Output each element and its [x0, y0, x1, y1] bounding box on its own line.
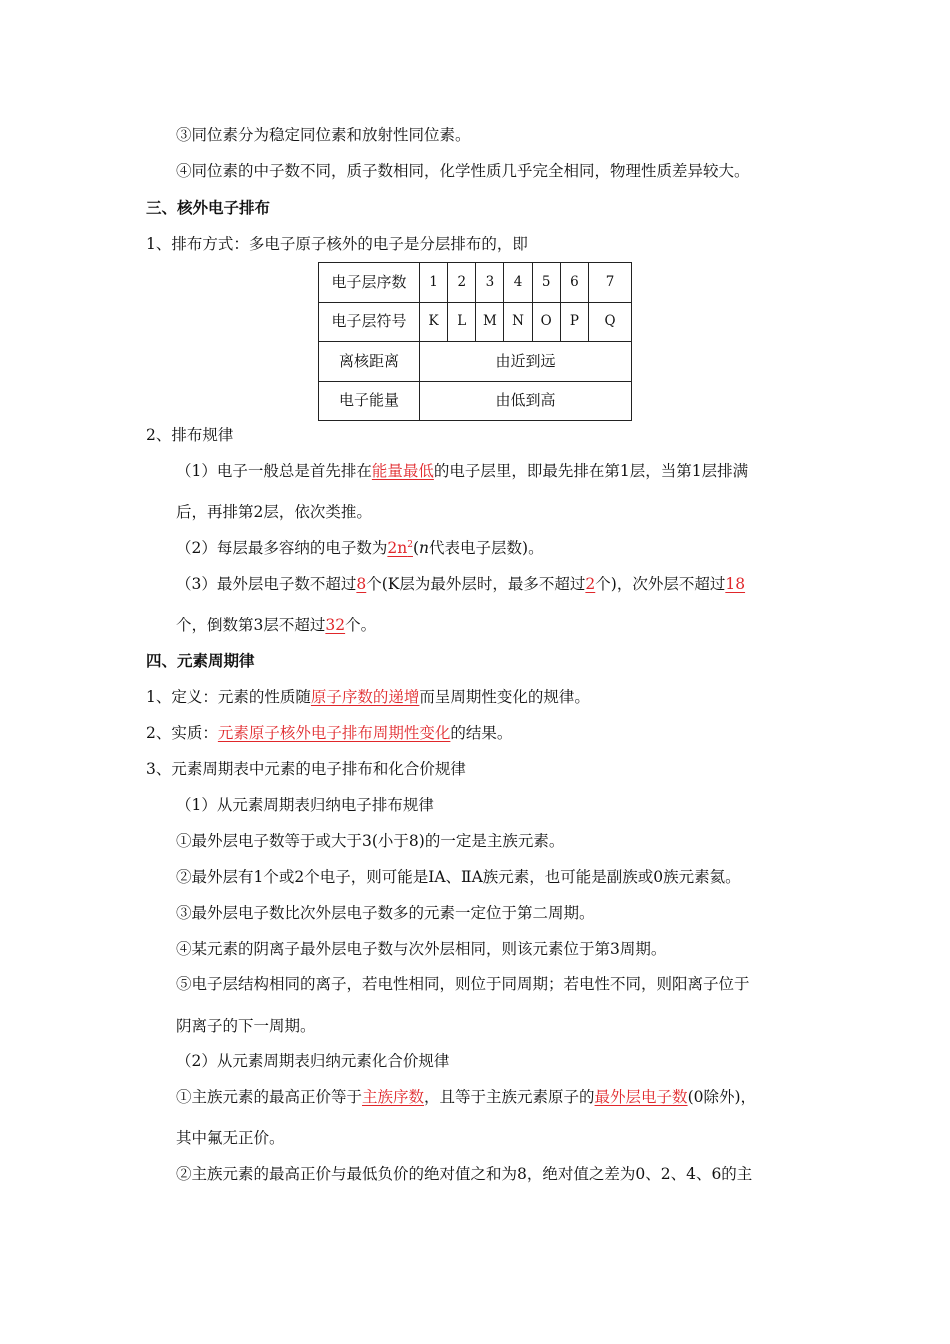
- table-cell: 由近到远: [420, 342, 632, 382]
- table-cell: K: [420, 302, 448, 342]
- rule-3-continued: [176, 618, 376, 634]
- electron-rule-4: ④某元素的阴离子最外层电子数与次外层相同，则该元素位于第3周期。: [176, 940, 667, 958]
- text: ①主族元素的最高正价等于: [176, 1088, 363, 1106]
- arrangement-rules-heading: 2、排布规律: [146, 426, 234, 444]
- answer-blank: 元素原子核外电子排布周期性变化: [217, 724, 451, 742]
- essence: [146, 726, 512, 742]
- valence-rule-1: [176, 1090, 756, 1106]
- text: (0除外)，: [687, 1088, 757, 1106]
- table-row: [319, 263, 632, 303]
- table-header-cell: 离核距离: [319, 342, 420, 382]
- answer-blank: 32: [325, 616, 346, 634]
- electron-rule-2: ②最外层有1个或2个电子，则可能是ⅠA、ⅡA族元素，也可能是副族或0族元素氦。: [176, 868, 741, 886]
- text: 代表电子层数)。: [429, 539, 544, 557]
- table-header-cell: 电子层符号: [319, 302, 420, 342]
- table-cell: O: [532, 302, 560, 342]
- table-cell: 3: [476, 263, 504, 303]
- section-heading-periodic-law: 四、元素周期律: [146, 652, 255, 670]
- table-row: [319, 342, 632, 382]
- answer-blank: 能量最低: [371, 462, 434, 480]
- arrangement-method: 1、排布方式：多电子原子核外的电子是分层排布的，即: [146, 235, 528, 253]
- table-cell: P: [560, 302, 588, 342]
- rule-2: [176, 541, 544, 557]
- table-cell: 1: [420, 263, 448, 303]
- text: 个。: [345, 616, 377, 634]
- electron-rule-1: ①最外层电子数等于或大于3(小于8)的一定是主族元素。: [176, 832, 565, 850]
- section-heading-electron-arrangement: 三、核外电子排布: [146, 199, 271, 217]
- text: 个)，次外层不超过: [595, 575, 726, 593]
- superscript: 2: [407, 540, 413, 550]
- answer-blank: 最外层电子数: [594, 1088, 688, 1106]
- rule-1: [176, 464, 748, 480]
- table-cell: L: [448, 302, 476, 342]
- rule-1-continued: 后，再排第2层，依次类推。: [176, 503, 372, 521]
- valence-rule-1-continued: 其中氟无正价。: [176, 1129, 285, 1147]
- text: 1、定义：元素的性质随: [146, 688, 311, 706]
- text: (: [412, 539, 420, 557]
- text: （1）电子一般总是首先排在: [176, 462, 372, 480]
- subheading-valence-rules: （2）从元素周期表归纳元素化合价规律: [176, 1052, 450, 1070]
- table-cell: Q: [589, 302, 632, 342]
- valence-rule-2: ②主族元素的最高正价与最低负价的绝对值之和为8，绝对值之差为0、2、4、6的主: [176, 1165, 753, 1183]
- electron-rule-5: ⑤电子层结构相同的离子，若电性相同，则位于同周期；若电性不同，则阳离子位于: [176, 975, 750, 993]
- text: ，且等于主族元素原子的: [424, 1088, 595, 1106]
- variable-n: n: [419, 539, 430, 557]
- subheading-electron-rules: （1）从元素周期表归纳电子排布规律: [176, 796, 434, 814]
- text: 的结果。: [450, 724, 513, 742]
- answer-blank: [387, 539, 413, 557]
- electron-rule-5-continued: 阴离子的下一周期。: [176, 1017, 316, 1035]
- table-cell: M: [476, 302, 504, 342]
- table-cell: 7: [589, 263, 632, 303]
- table-row: [319, 302, 632, 342]
- text: （3）最外层电子数不超过: [176, 575, 357, 593]
- text: 个，倒数第3层不超过: [176, 616, 326, 634]
- answer-blank: 2: [585, 575, 596, 593]
- electron-rule-3: ③最外层电子数比次外层电子数多的元素一定位于第二周期。: [176, 904, 595, 922]
- table-cell: 由低到高: [420, 381, 632, 421]
- table-row: [319, 381, 632, 421]
- isotope-point-4: ④同位素的中子数不同，质子数相同，化学性质几乎完全相同，物理性质差异较大。: [176, 162, 750, 180]
- rule-3: [176, 577, 745, 593]
- definition: [146, 690, 590, 706]
- text: （2）每层最多容纳的电子数为: [176, 539, 388, 557]
- answer-blank: 18: [725, 575, 746, 593]
- table-cell: 6: [560, 263, 588, 303]
- table-cell: 5: [532, 263, 560, 303]
- formula-text: 2n: [387, 539, 408, 557]
- table-header-cell: 电子能量: [319, 381, 420, 421]
- table-cell: 4: [504, 263, 532, 303]
- isotope-point-3: ③同位素分为稳定同位素和放射性同位素。: [176, 126, 471, 144]
- table-header-cell: 电子层序数: [319, 263, 420, 303]
- electron-shell-table: [318, 262, 632, 421]
- table-cell: 2: [448, 263, 476, 303]
- rules-heading: 3、元素周期表中元素的电子排布和化合价规律: [146, 760, 466, 778]
- answer-blank: 8: [356, 575, 367, 593]
- text: 的电子层里，即最先排在第1层，当第1层排满: [433, 462, 749, 480]
- text: 而呈周期性变化的规律。: [419, 688, 590, 706]
- table-cell: N: [504, 302, 532, 342]
- text: 2、实质：: [146, 724, 218, 742]
- answer-blank: 主族序数: [362, 1088, 425, 1106]
- answer-blank: 原子序数的递增: [310, 688, 420, 706]
- text: 个(K层为最外层时，最多不超过: [366, 575, 586, 593]
